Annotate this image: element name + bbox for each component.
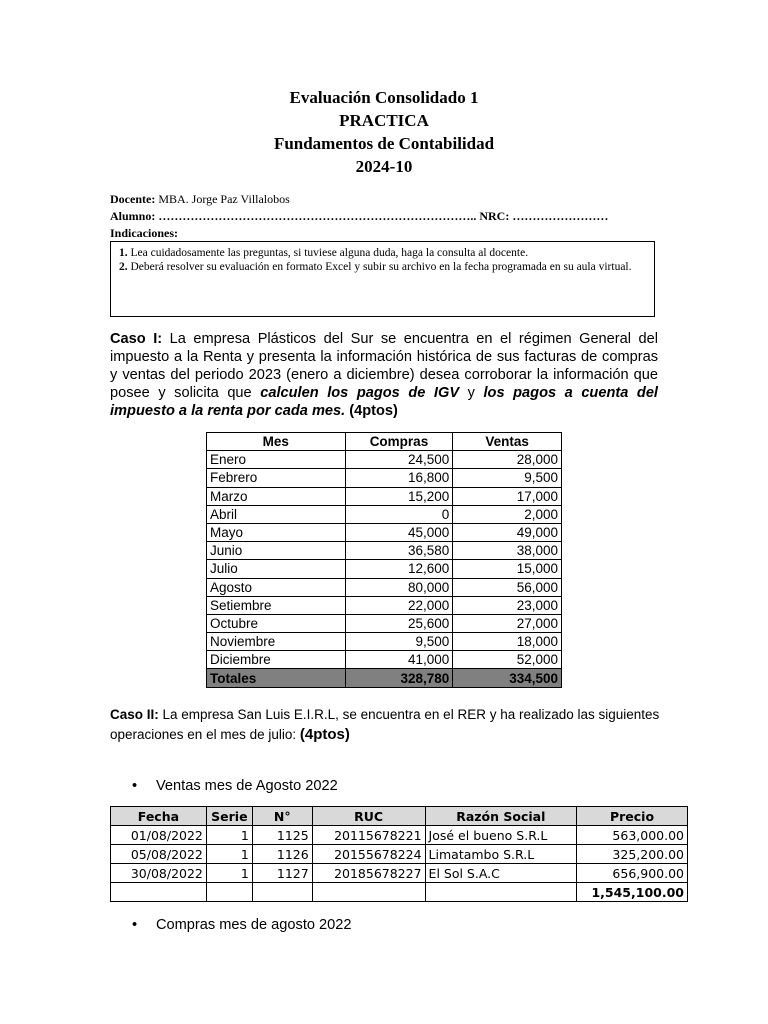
header-fecha: Fecha — [111, 807, 207, 826]
ventas-agosto-table — [110, 806, 688, 902]
cell-mes: Enero — [207, 451, 346, 469]
indicaciones-label: Indicaciones: — [110, 226, 179, 240]
cell-serie: 1 — [206, 826, 252, 845]
table-header-row — [111, 807, 688, 826]
cell-compras: 22,000 — [345, 596, 453, 614]
bullet-dot: • — [132, 778, 138, 794]
cell-mes: Noviembre — [207, 633, 346, 651]
bullet-compras-text: Compras mes de agosto 2022 — [156, 917, 352, 933]
cell-mes: Junio — [207, 542, 346, 560]
cell-compras: 25,600 — [345, 614, 453, 632]
cell-mes: Setiembre — [207, 596, 346, 614]
header-precio: Precio — [577, 807, 688, 826]
cell-compras: 12,600 — [345, 560, 453, 578]
table-row — [207, 542, 562, 560]
cell-compras: 16,800 — [345, 469, 453, 487]
cell-ventas: 56,000 — [453, 578, 562, 596]
caso2-paragraph — [110, 705, 670, 745]
caso1-points: (4ptos) — [345, 403, 398, 419]
caso2-label: Caso II: — [110, 707, 159, 722]
caso1-text: La empresa Plásticos del Sur se encuentra en el régimen General del impuesto a la Renta y presenta la información histórica de sus facturas de compras y ventas del periodo 2023 (enero a diciembre) desea corroborar la información que posee y solicita que — [110, 331, 659, 401]
cell-razon-social: José el bueno S.R.L — [425, 826, 576, 845]
title-period: 2024-10 — [355, 157, 413, 176]
header-numero: N° — [252, 807, 312, 826]
docente-line — [110, 191, 608, 208]
cell-ventas: 27,000 — [453, 614, 562, 632]
title-evaluacion: Evaluación Consolidado 1 — [289, 88, 479, 107]
alumno-dots: …………………………………………………………………….. — [155, 209, 477, 223]
cell-totales-label: Totales — [207, 669, 346, 687]
cell-fecha: 30/08/2022 — [111, 864, 207, 883]
caso2-points: (4ptos) — [299, 726, 350, 743]
cell-ventas: 2,000 — [453, 505, 562, 523]
cell-ruc: 20185678227 — [312, 864, 425, 883]
cell-fecha: 01/08/2022 — [111, 826, 207, 845]
instruction-1-text: Lea cuidadosamente las preguntas, si tuviese alguna duda, haga la consulta al docente. — [127, 247, 529, 259]
cell-ventas: 18,000 — [453, 633, 562, 651]
table-header-row — [207, 433, 562, 451]
cell-compras: 24,500 — [345, 451, 453, 469]
cell-compras: 80,000 — [345, 578, 453, 596]
cell-compras: 41,000 — [345, 651, 453, 669]
cell-ventas: 38,000 — [453, 542, 562, 560]
empty-cell — [111, 883, 207, 902]
table-row — [207, 487, 562, 505]
table-row — [207, 523, 562, 541]
bullet-ventas-text: Ventas mes de Agosto 2022 — [156, 778, 338, 794]
cell-compras: 0 — [345, 505, 453, 523]
cell-precio: 656,900.00 — [577, 864, 688, 883]
cell-ventas: 17,000 — [453, 487, 562, 505]
cell-mes: Abril — [207, 505, 346, 523]
cell-razon-social: Limatambo S.R.L — [425, 845, 576, 864]
cell-ruc: 20115678221 — [312, 826, 425, 845]
header-razon-social: Razón Social — [425, 807, 576, 826]
cell-compras: 15,200 — [345, 487, 453, 505]
table-row — [207, 505, 562, 523]
nrc-label: NRC: — [476, 209, 510, 223]
cell-ruc: 20155678224 — [312, 845, 425, 864]
cell-ventas: 23,000 — [453, 596, 562, 614]
table-row — [207, 614, 562, 632]
header-ruc: RUC — [312, 807, 425, 826]
caso1-and: y — [459, 385, 484, 401]
header-compras: Compras — [345, 433, 453, 451]
caso1-label: Caso I: — [110, 331, 163, 347]
cell-precio: 325,200.00 — [577, 845, 688, 864]
instructions-box — [110, 241, 655, 317]
cell-total-compras: 328,780 — [345, 669, 453, 687]
cell-ventas: 9,500 — [453, 469, 562, 487]
table-row — [207, 469, 562, 487]
header-ventas: Ventas — [453, 433, 562, 451]
empty-cell — [252, 883, 312, 902]
table-row — [111, 826, 688, 845]
table-row — [111, 845, 688, 864]
caso2-text: La empresa San Luis E.I.R.L, se encuentra en el RER y ha realizado las siguientes operaciones en el mes de julio: — [110, 707, 660, 742]
caso1-paragraph — [110, 330, 658, 420]
cell-mes: Mayo — [207, 523, 346, 541]
table-row — [207, 578, 562, 596]
empty-cell — [312, 883, 425, 902]
header-mes: Mes — [207, 433, 346, 451]
nrc-dots: …………………… — [509, 209, 609, 223]
bullet-compras — [132, 916, 352, 934]
docente-value: MBA. Jorge Paz Villalobos — [155, 192, 290, 206]
table-row — [207, 596, 562, 614]
table-row — [111, 864, 688, 883]
cell-ventas: 15,000 — [453, 560, 562, 578]
indicaciones-line — [110, 225, 608, 242]
cell-numero: 1125 — [252, 826, 312, 845]
cell-compras: 45,000 — [345, 523, 453, 541]
cell-mes: Marzo — [207, 487, 346, 505]
table-row — [207, 451, 562, 469]
cell-total-ventas: 334,500 — [453, 669, 562, 687]
empty-cell — [425, 883, 576, 902]
alumno-label: Alumno: — [110, 209, 156, 223]
instruction-2-text: Deberá resolver su evaluación en formato Excel y subir su archivo en la fecha programada en su aula virtual. — [127, 261, 632, 273]
instruction-1 — [119, 246, 646, 260]
cell-numero: 1126 — [252, 845, 312, 864]
caso1-emphasis-renta: los pagos a cuenta del impuesto a la renta por cada mes. — [110, 385, 658, 419]
header-serie: Serie — [206, 807, 252, 826]
cell-mes: Diciembre — [207, 651, 346, 669]
cell-compras: 36,580 — [345, 542, 453, 560]
instruction-2 — [119, 260, 646, 274]
cell-mes: Octubre — [207, 614, 346, 632]
cell-ventas: 49,000 — [453, 523, 562, 541]
instruction-1-number: 1. — [119, 247, 128, 259]
cell-mes: Julio — [207, 560, 346, 578]
title-practica: PRACTICA — [339, 111, 429, 130]
document-title — [0, 86, 768, 178]
cell-serie: 1 — [206, 845, 252, 864]
caso1-emphasis-igv: calculen los pagos de IGV — [260, 385, 460, 401]
table-row — [207, 651, 562, 669]
compras-ventas-table — [206, 432, 562, 688]
docente-label: Docente: — [110, 192, 156, 206]
totals-row — [207, 669, 562, 687]
cell-precio: 563,000.00 — [577, 826, 688, 845]
bullet-ventas — [132, 777, 338, 795]
title-course: Fundamentos de Contabilidad — [273, 134, 495, 153]
cell-razon-social: El Sol S.A.C — [425, 864, 576, 883]
cell-total-precio: 1,545,100.00 — [577, 883, 688, 902]
cell-mes: Febrero — [207, 469, 346, 487]
cell-compras: 9,500 — [345, 633, 453, 651]
cell-serie: 1 — [206, 864, 252, 883]
alumno-line — [110, 208, 608, 225]
info-block — [110, 191, 608, 242]
instruction-2-number: 2. — [119, 261, 128, 273]
totals-row — [111, 883, 688, 902]
cell-ventas: 28,000 — [453, 451, 562, 469]
bullet-dot: • — [132, 917, 138, 933]
cell-fecha: 05/08/2022 — [111, 845, 207, 864]
cell-ventas: 52,000 — [453, 651, 562, 669]
table-row — [207, 560, 562, 578]
cell-numero: 1127 — [252, 864, 312, 883]
cell-mes: Agosto — [207, 578, 346, 596]
table-row — [207, 633, 562, 651]
empty-cell — [206, 883, 252, 902]
